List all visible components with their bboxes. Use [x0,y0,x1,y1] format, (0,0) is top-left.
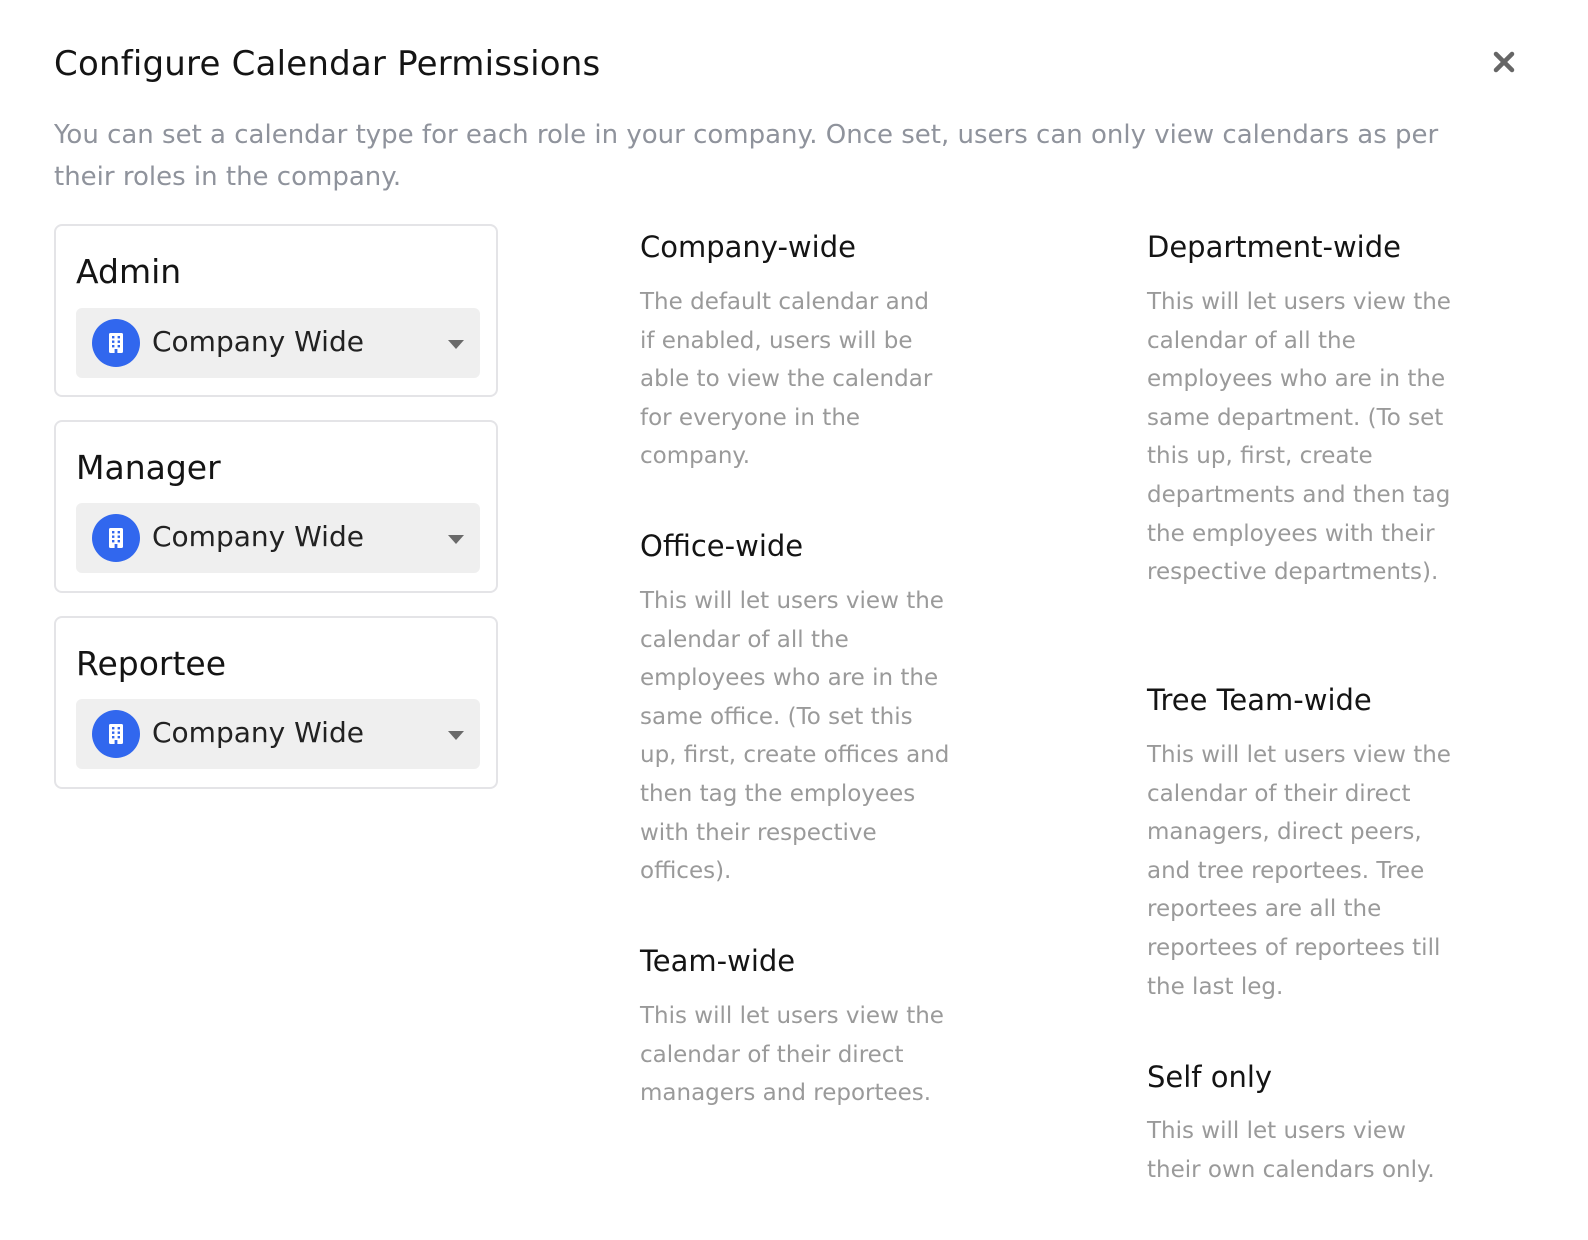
role-name: Manager [76,448,221,487]
chevron-down-icon [448,340,464,349]
team-wide-title: Team-wide [640,944,796,978]
role-name: Reportee [76,644,226,683]
company-wide-description: The default calendar and if enabled, users will be able to view the calendar for everyone in the company. [640,289,933,470]
tree-team-wide-title: Tree Team-wide [1147,683,1372,717]
office-wide-title: Office-wide [640,529,804,563]
tree-team-wide-description: This will let users view the calendar of their direct managers, direct peers, and tree reportees. Tree reportees are all the reportees of reportees till the last leg. [1147,742,1451,1000]
close-button[interactable] [1490,48,1518,76]
close-icon [1493,51,1515,73]
role-card-manager [54,420,498,593]
department-wide-title: Department-wide [1147,230,1401,264]
self-only-title: Self only [1147,1060,1273,1094]
self-only-description: This will let users view their own calendars only. [1147,1118,1435,1183]
company-wide-title: Company-wide [640,230,856,264]
role-calendar-select[interactable] [76,308,480,378]
modal-title: Configure Calendar Permissions [54,44,601,84]
role-calendar-select[interactable] [76,503,480,573]
building-icon [92,319,140,367]
role-card-reportee [54,616,498,789]
role-name: Admin [76,252,182,291]
building-icon [92,514,140,562]
team-wide-description: This will let users view the calendar of their direct managers and reportees. [640,1003,944,1107]
selected-calendar-type: Company Wide [152,520,364,553]
chevron-down-icon [448,731,464,740]
role-card-admin [54,224,498,397]
selected-calendar-type: Company Wide [152,716,364,749]
department-wide-description: This will let users view the calendar of all the employees who are in the same department. (To set this up, first, create departments and then tag the employees with their respective departments). [1147,289,1451,586]
selected-calendar-type: Company Wide [152,325,364,358]
modal-subtitle: You can set a calendar type for each role in your company. Once set, users can only view calendars as per their roles in the company. [54,120,1439,192]
chevron-down-icon [448,535,464,544]
building-icon [92,710,140,758]
role-calendar-select[interactable] [76,699,480,769]
office-wide-description: This will let users view the calendar of all the employees who are in the same office. (To set this up, first, create offices and then tag the employees with their respective offices). [640,588,950,885]
